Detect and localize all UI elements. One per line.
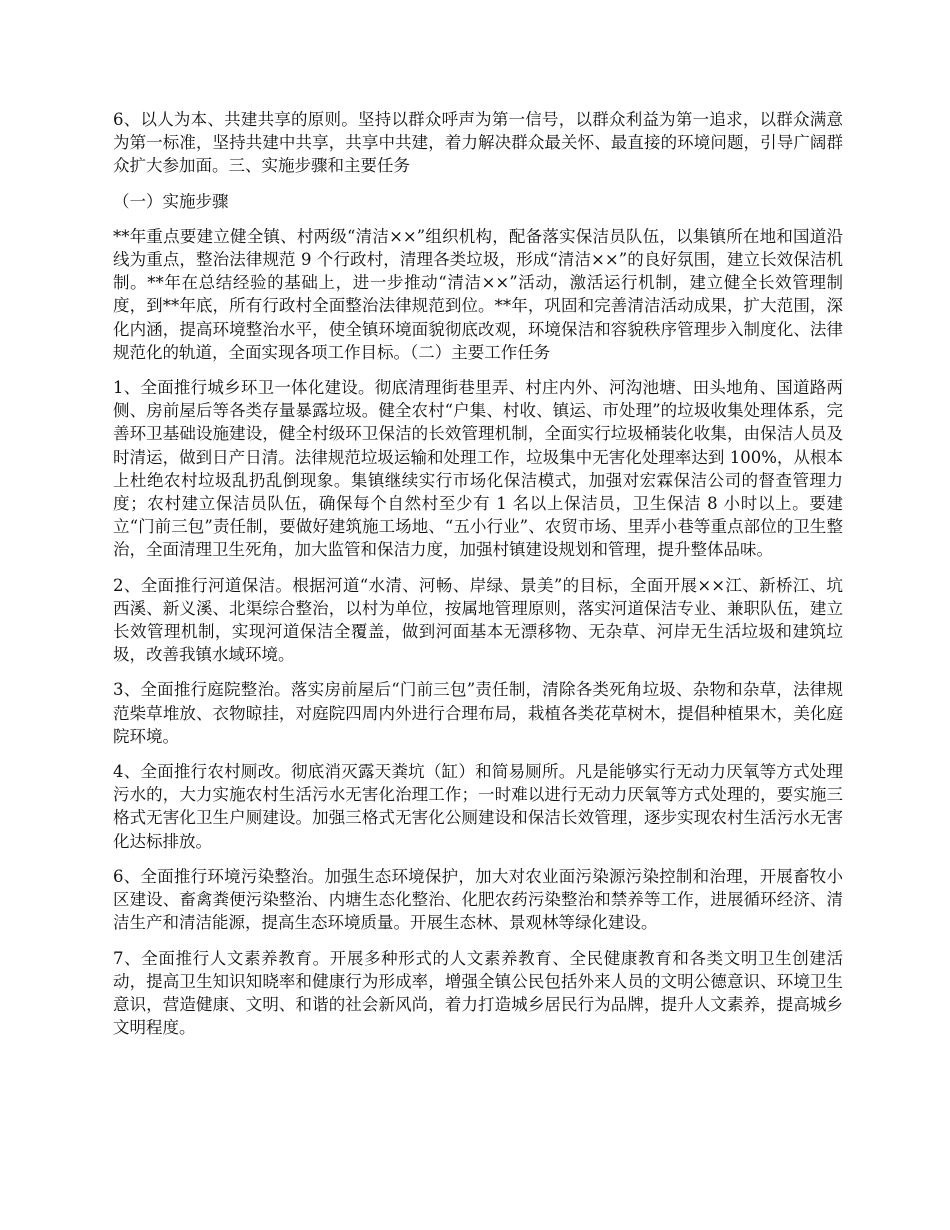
paragraph-task-3: 3、全面推行庭院整治。落实房前屋后“门前三包”责任制，清除各类死角垃圾、杂物和杂草，法律规范柴草堆放、衣物晾挂，对庭院四周内外进行合理布局，栽植各类花草树木，提倡种植果木，美化庭院环境。 [113, 680, 843, 746]
document-body [113, 108, 843, 1051]
paragraph-principle-6: 6、以人为本、共建共享的原则。坚持以群众呼声为第一信号，以群众利益为第一追求，以群众满意为第一标准，坚持共建中共享，共享中共建，着力解决群众最关怀、最直接的环境问题，引导广阔群众扩大参加面。三、实施步骤和主要任务 [113, 110, 843, 176]
paragraph-task-4: 4、全面推行农村厕改。彻底消灭露天粪坑（缸）和简易厕所。凡是能够实行无动力厌氧等方式处理污水的，大力实施农村生活污水无害化治理工作；一时难以进行无动力厌氧等方式处理的，要实施三格式无害化卫生户厕建设。加强三格式无害化公厕建设和保洁长效管理，逐步实现农村生活污水无害化达标排放。 [113, 762, 843, 851]
section-heading-implementation-steps: （一）实施步骤 [113, 191, 229, 211]
paragraph-task-2: 2、全面推行河道保洁。根据河道“水清、河畅、岸绿、景美”的目标，全面开展××江、新桥江、坑西溪、新义溪、北渠综合整治，以村为单位，按属地管理原则，落实河道保洁专业、兼职队伍，建立长效管理机制，实现河道保洁全覆盖，做到河面基本无漂移物、无杂草、河岸无生活垃圾和建筑垃圾，改善我镇水域环境。 [113, 575, 843, 665]
paragraph-implementation-steps: **年重点要建立健全镇、村两级“清洁××”组织机构，配备落实保洁员队伍，以集镇所在地和国道沿线为重点，整治法律规范 9 个行政村，清理各类垃圾，形成“清洁××”的良好氛围，建立长效保洁机制。**年在总结经验的基础上，进一步推动“清洁××”活动，激活运行机制，建立健全长效管理制度，到**年底，所有行政村全面整治法律规范到位。**年，巩固和完善清洁活动成果，扩大范围，深化内涵，提高环境整治水平，使全镇环境面貌彻底改观，环境保洁和容貌秩序管理步入制度化、法律规范化的轨道，全面实现各项工作目标。（二）主要工作任务 [113, 226, 843, 362]
paragraph-task-6: 6、全面推行环境污染整治。加强生态环境保护，加大对农业面污染源污染控制和治理，开展畜牧小区建设、畜禽粪便污染整治、内塘生态化整治、化肥农药污染整治和禁养等工作，进展循环经济、清洁生产和清洁能源，提高生态环境质量。开展生态林、景观林等绿化建设。 [113, 866, 843, 933]
paragraph-task-1: 1、全面推行城乡环卫一体化建设。彻底清理街巷里弄、村庄内外、河沟池塘、田头地角、国道路两侧、房前屋后等各类存量暴露垃圾。健全农村“户集、村收、镇运、市处理”的垃圾收集处理体系，完善环卫基础设施建设，健全村级环卫保洁的长效管理机制，全面实行垃圾桶装化收集，由保洁人员及时清运，做到日产日清。法律规范垃圾运输和处理工作，垃圾集中无害化处理率达到 100%，从根本上杜绝农村垃圾乱扔乱倒现象。集镇继续实行市场化保洁模式，加强对宏霖保洁公司的督查管理力度；农村建立保洁员队伍，确保每个自然村至少有 1 名以上保洁员，卫生保洁 8 小时以上。要建立“门前三包”责任制，要做好建筑施工场地、“五小行业”、农贸市场、里弄小巷等重点部位的卫生整治，全面清理卫生死角，加大监管和保洁力度，加强村镇建设规划和管理，提升整体品味。 [113, 378, 843, 560]
paragraph-task-7: 7、全面推行人文素养教育。开展多种形式的人文素养教育、全民健康教育和各类文明卫生创建活动，提高卫生知识知晓率和健康行为形成率，增强全镇公民包括外来人员的文明公德意识、环境卫生意识，营造健康、文明、和谐的社会新风尚，着力打造城乡居民行为品牌，提升人文素养，提高城乡文明程度。 [113, 948, 843, 1038]
